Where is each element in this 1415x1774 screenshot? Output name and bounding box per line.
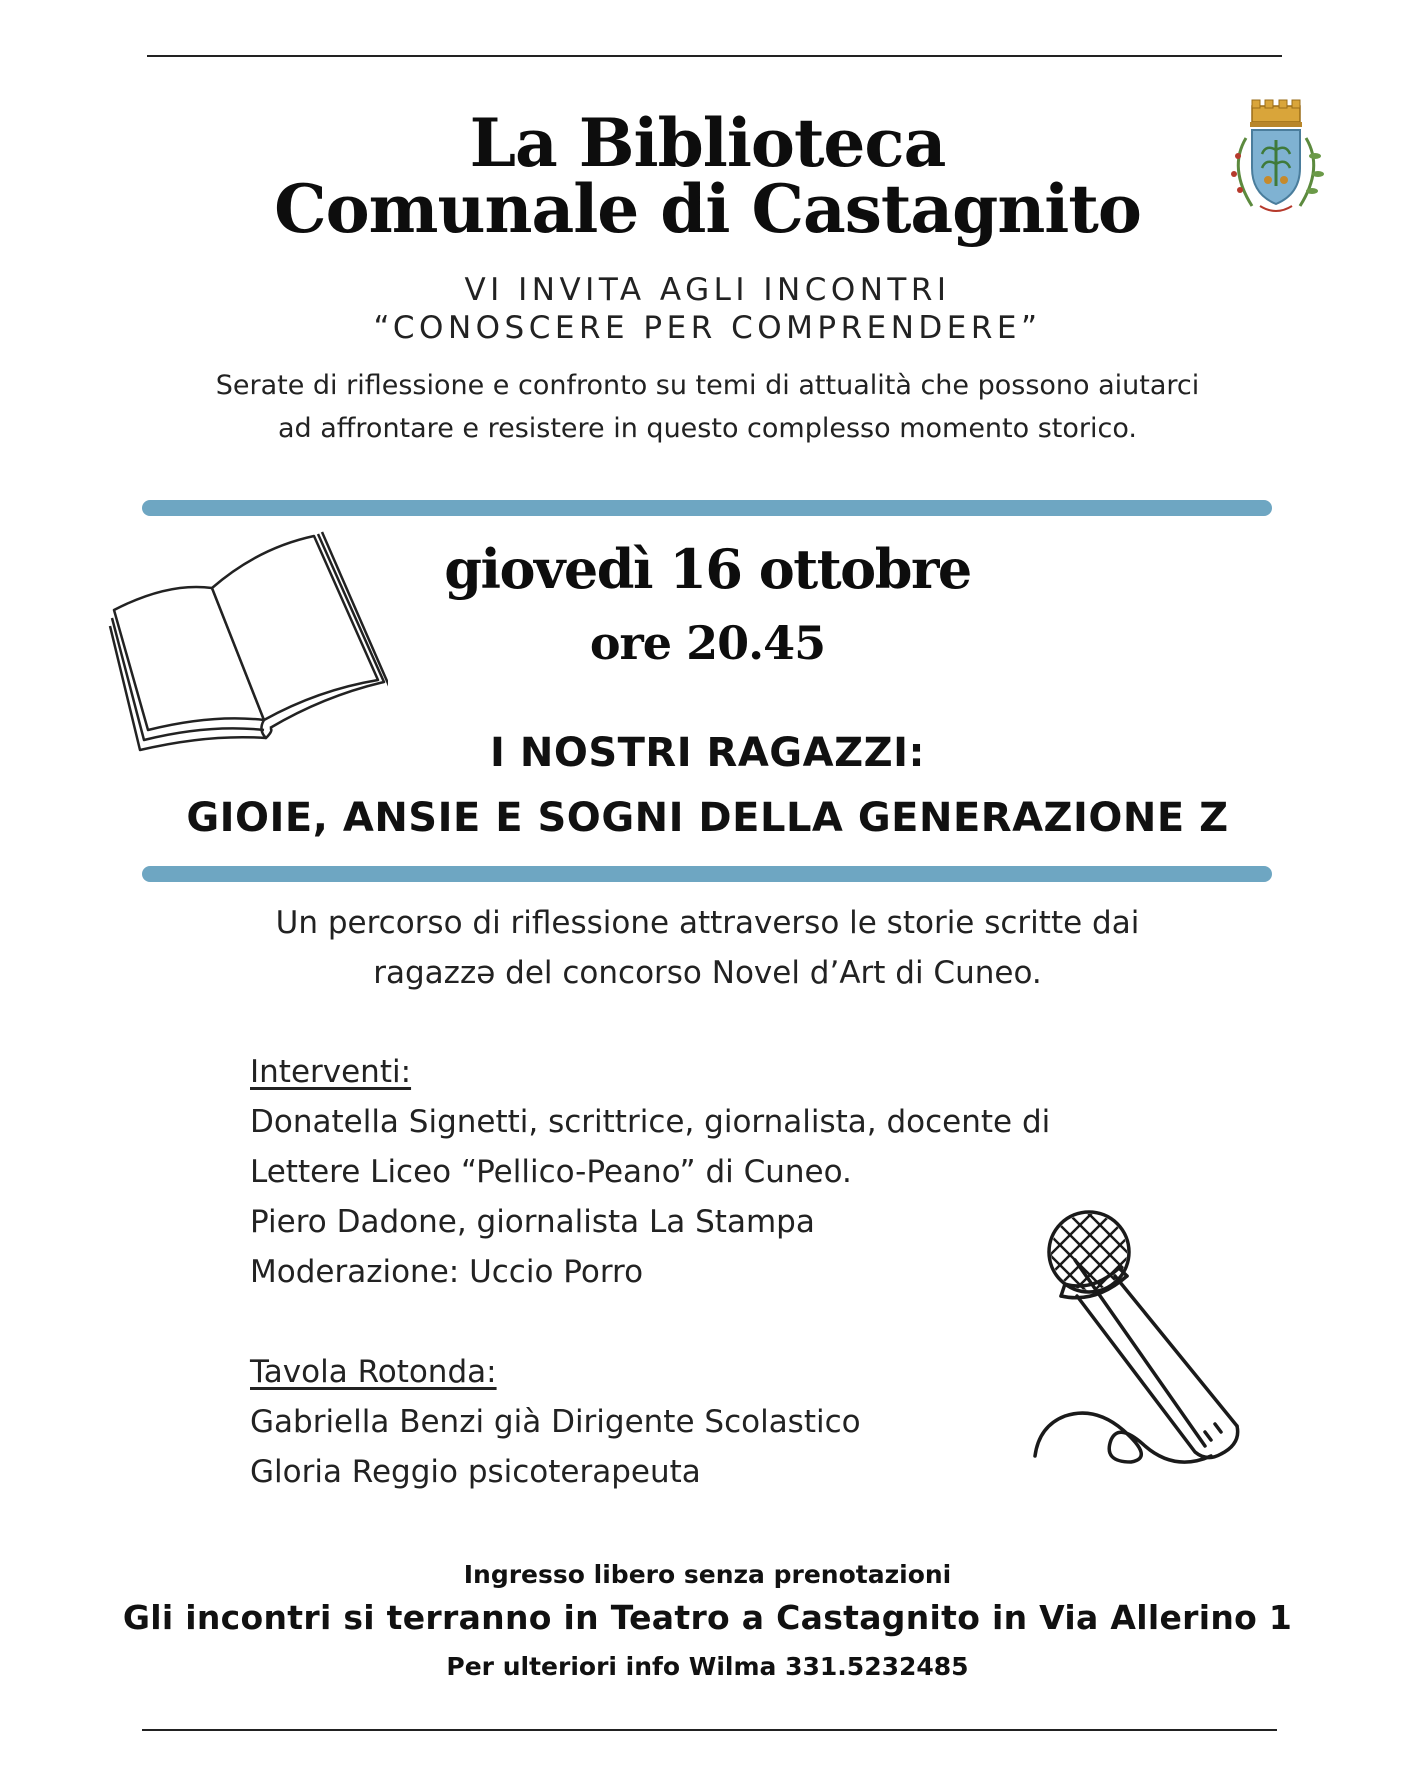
invite-line-1: VI INVITA AGLI INCONTRI: [464, 272, 951, 308]
interventi-line: Donatella Signetti, scrittrice, giornalista, docente di: [250, 1104, 1051, 1140]
event-time: ore 20.45: [589, 616, 826, 670]
tavola-line: Gloria Reggio psicoterapeuta: [250, 1454, 701, 1490]
blue-divider-top: [142, 500, 1272, 516]
description-line-2: ragazzə del concorso Novel d’Art di Cuneo.: [373, 955, 1042, 991]
intro-line-2: ad affrontare e resistere in questo complesso momento storico.: [278, 413, 1137, 444]
microphone-icon: [1015, 1200, 1295, 1480]
headline-line-2: GIOIE, ANSIE E SOGNI DELLA GENERAZIONE Z: [186, 795, 1229, 841]
invite-line-2: “CONOSCERE PER COMPRENDERE”: [373, 310, 1042, 346]
interventi-label: Interventi:: [250, 1054, 412, 1090]
interventi-line: Piero Dadone, giornalista La Stampa: [250, 1204, 815, 1240]
entry-info: Ingresso libero senza prenotazioni: [463, 1560, 952, 1589]
tavola-label: Tavola Rotonda:: [250, 1354, 497, 1390]
interventi-line: Moderazione: Uccio Porro: [250, 1254, 644, 1290]
location-info: Gli incontri si terranno in Teatro a Castagnito in Via Allerino 1: [122, 1598, 1293, 1637]
title-line-2: Comunale di Castagnito: [274, 170, 1141, 248]
top-divider: [147, 55, 1282, 57]
title-line-1: La Biblioteca: [469, 104, 946, 182]
bottom-divider: [142, 1729, 1277, 1731]
tavola-line: Gabriella Benzi già Dirigente Scolastico: [250, 1404, 861, 1440]
interventi-line: Lettere Liceo “Pellico-Peano” di Cuneo.: [250, 1154, 852, 1190]
blue-divider-bottom: [142, 866, 1272, 882]
description-line-1: Un percorso di riflessione attraverso le storie scritte dai: [275, 905, 1140, 941]
headline-line-1: I NOSTRI RAGAZZI:: [490, 730, 925, 776]
event-date: giovedì 16 ottobre: [444, 537, 971, 601]
contact-info: Per ulteriori info Wilma 331.5232485: [446, 1652, 969, 1681]
intro-line-1: Serate di riflessione e confronto su temi di attualità che possono aiutarci: [215, 370, 1200, 401]
